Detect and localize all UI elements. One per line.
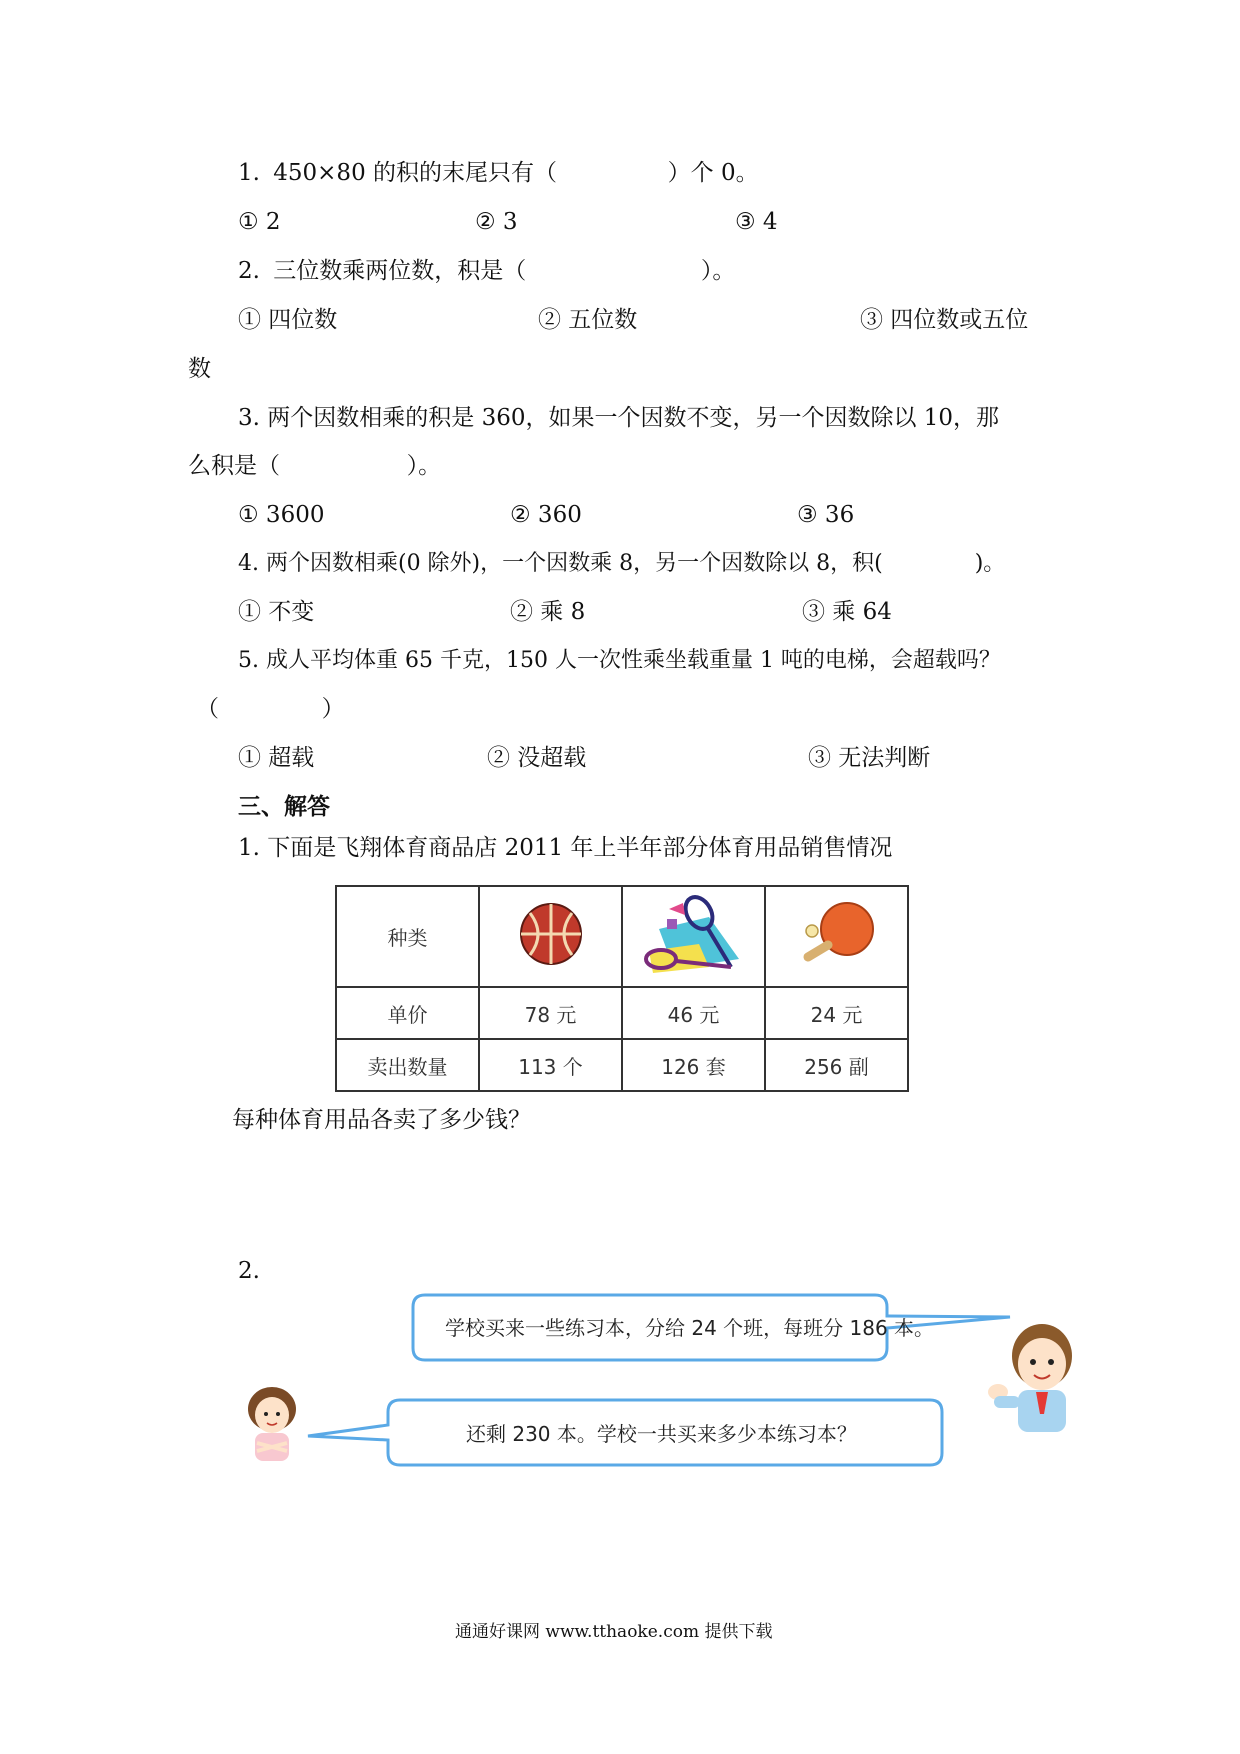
q3-line2-prefix: 么积是（ — [188, 453, 280, 479]
badminton-cell — [622, 886, 765, 987]
q4-text: 4. 两个因数相乘(0 除外)，一个因数乘 8，另一个因数除以 8，积( — [238, 551, 883, 576]
quantity-badminton: 126 套 — [622, 1039, 765, 1091]
row-label-kind: 种类 — [336, 886, 479, 987]
p2-number: 2. — [238, 1258, 260, 1284]
girl-student-icon — [237, 1383, 307, 1463]
pingpong-cell — [765, 886, 908, 987]
price-pingpong: 24 元 — [765, 987, 908, 1039]
q3-option-2[interactable]: ② 360 — [510, 502, 582, 528]
q5-option-1[interactable]: ① 超载 — [238, 745, 315, 771]
quantity-basketball: 113 个 — [479, 1039, 622, 1091]
q3-option-1[interactable]: ① 3600 — [238, 502, 325, 528]
ping-pong-paddle-icon — [792, 899, 882, 969]
price-basketball: 78 元 — [479, 987, 622, 1039]
q2-suffix: ）。 — [700, 258, 736, 284]
p1-question: 每种体育用品各卖了多少钱？ — [232, 1107, 531, 1133]
q2-option-2[interactable]: ② 五位数 — [538, 307, 638, 333]
q5-blank-open: （ — [196, 696, 219, 722]
boy-student-icon — [980, 1320, 1090, 1435]
q2-stem — [238, 256, 735, 286]
q4-option-1[interactable]: ① 不变 — [238, 599, 315, 625]
q1-option-3[interactable]: ③ 4 — [735, 209, 778, 235]
bubble2-text: 还剩 230 本。学校一共买来多少本练习本？ — [466, 1422, 857, 1446]
quantity-pingpong: 256 副 — [765, 1039, 908, 1091]
q4-option-2[interactable]: ② 乘 8 — [510, 599, 586, 625]
table-row — [336, 987, 908, 1039]
q3-line2-suffix: ）。 — [406, 453, 442, 479]
q2-number: 2. — [238, 258, 260, 284]
q1-option-2[interactable]: ② 3 — [475, 209, 518, 235]
q5-option-3[interactable]: ③ 无法判断 — [808, 745, 931, 771]
table-row — [336, 1039, 908, 1091]
q5-stem: 5. 成人平均体重 65 千克，150 人一次性乘坐载重量 1 吨的电梯，会超载吗？ — [238, 648, 1001, 673]
q3-line1: 3. 两个因数相乘的积是 360，如果一个因数不变，另一个因数除以 10，那 — [238, 405, 1000, 431]
q4-option-3[interactable]: ③ 乘 64 — [802, 599, 892, 625]
row-label-quantity: 卖出数量 — [336, 1039, 479, 1091]
row-label-price: 单价 — [336, 987, 479, 1039]
bubble1-text: 学校买来一些练习本，分给 24 个班，每班分 186 本。 — [445, 1316, 935, 1340]
q1-text: 450×80 的积的末尾只有（ — [273, 160, 558, 186]
section3-heading: 三、解答 — [238, 794, 330, 820]
basketball-icon — [516, 899, 586, 969]
q2-option-3[interactable]: ③ 四位数或五位 — [860, 307, 1029, 333]
q5-option-2[interactable]: ② 没超载 — [487, 745, 587, 771]
sales-table — [335, 885, 909, 1092]
q4-suffix: )。 — [974, 551, 1006, 576]
price-badminton: 46 元 — [622, 987, 765, 1039]
q1-number: 1. — [238, 160, 260, 186]
q1-option-1[interactable]: ① 2 — [238, 209, 281, 235]
q4-stem — [238, 549, 1005, 579]
basketball-cell — [479, 886, 622, 987]
badminton-rackets-icon — [639, 889, 749, 979]
q5-blank-line — [196, 694, 345, 724]
q1-suffix: ）个 0。 — [667, 160, 759, 186]
q2-option-1[interactable]: ① 四位数 — [238, 307, 338, 333]
footer-credit: 通通好课网 www.tthaoke.com 提供下载 — [455, 1622, 773, 1642]
p1-intro: 1. 下面是飞翔体育商品店 2011 年上半年部分体育用品销售情况 — [238, 835, 893, 861]
q1-stem — [238, 158, 759, 188]
q2-continuation: 数 — [188, 356, 211, 382]
q3-option-3[interactable]: ③ 36 — [797, 502, 855, 528]
q5-blank-close: ） — [321, 696, 345, 722]
q3-line2 — [188, 451, 441, 481]
q2-text: 三位数乘两位数，积是（ — [273, 258, 527, 284]
table-row — [336, 886, 908, 987]
